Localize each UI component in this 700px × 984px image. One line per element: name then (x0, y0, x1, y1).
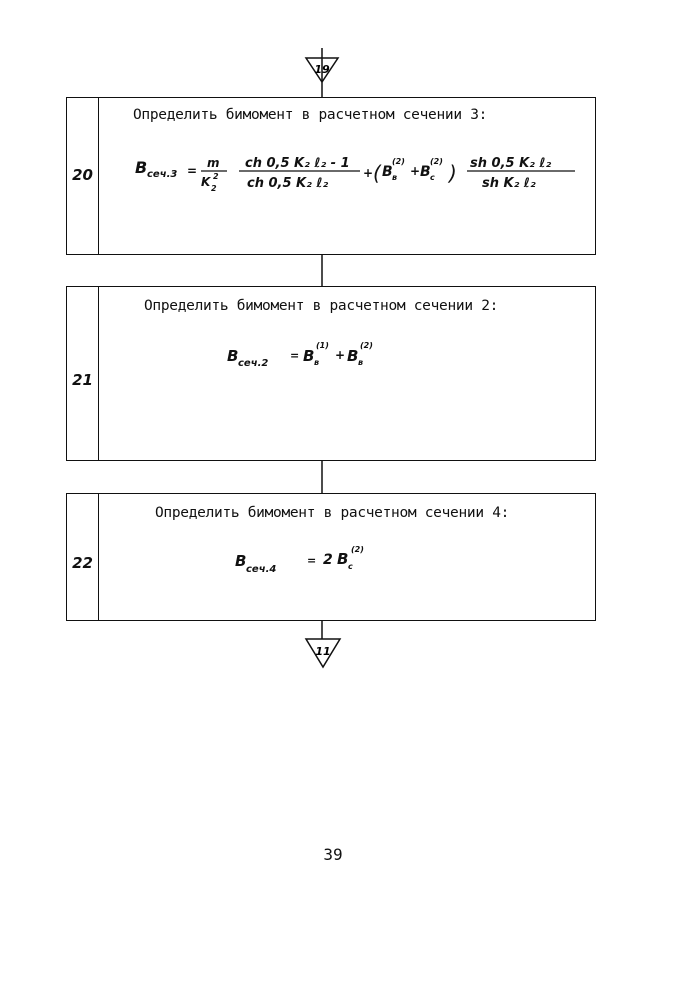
formula-eq: = (307, 554, 317, 567)
formula-plus: + (363, 166, 374, 180)
formula-eq: = (187, 164, 198, 178)
frac3-den: sh K₂ ℓ₂ (482, 176, 536, 191)
frac1-den-sub: 2 (211, 184, 217, 193)
block-title: Определить бимомент в расчетном сечении 2: (144, 298, 499, 314)
b2: B (420, 164, 431, 180)
connector-bottom-label: 11 (315, 645, 331, 658)
b2: B (347, 347, 359, 365)
b1-sub: в (392, 173, 398, 182)
connector-top-label: 19 (314, 63, 330, 76)
frac1-den: K (201, 175, 211, 189)
formula-21 (227, 337, 427, 377)
b1-sub: с (348, 562, 353, 571)
b2-sup: (2) (360, 341, 373, 350)
formula-lhs-sub: сеч.3 (147, 169, 178, 180)
formula-lhs: B (227, 347, 239, 365)
block-20 (66, 97, 596, 255)
b2-sub: в (358, 358, 364, 367)
block-title: Определить бимомент в расчетном сечении 3: (133, 107, 488, 123)
block-number: 21 (72, 371, 93, 389)
b2-sup: (2) (430, 157, 443, 166)
frac2-den: ch 0,5 K₂ ℓ₂ (247, 176, 329, 191)
paren-close: ) (449, 161, 457, 185)
connector-top (306, 48, 338, 97)
frac3-num: sh 0,5 K₂ ℓ₂ (470, 156, 552, 171)
frac2-num: ch 0,5 K₂ ℓ₂ - 1 (245, 156, 350, 171)
block-21 (66, 286, 596, 461)
frac1-num: m (207, 156, 220, 170)
formula-plus: + (335, 348, 346, 362)
formula-22 (235, 542, 415, 582)
formula-20 (127, 142, 592, 212)
paren-open: ( (373, 161, 381, 185)
block-number: 20 (72, 166, 93, 184)
formula-lhs-sub: сеч.2 (238, 358, 269, 369)
block-number: 22 (72, 554, 93, 572)
b1: B (337, 550, 349, 568)
b1-sup: (1) (316, 341, 329, 350)
formula-coef: 2 (323, 552, 333, 568)
formula-eq: = (290, 349, 300, 362)
b1: B (303, 347, 315, 365)
page-number: 39 (323, 845, 343, 864)
b1: B (382, 164, 393, 180)
frac1-den-sup: 2 (213, 172, 219, 181)
b2-sub: с (430, 173, 435, 182)
formula-lhs: B (135, 158, 148, 177)
b1-sub: в (314, 358, 320, 367)
connector-bottom (306, 621, 340, 667)
block-22 (66, 493, 596, 621)
b1-sup: (2) (351, 545, 364, 554)
formula-lhs-sub: сеч.4 (246, 564, 277, 575)
plus2: + (410, 164, 421, 178)
block-title: Определить бимомент в расчетном сечении 4: (155, 505, 510, 521)
formula-lhs: B (235, 552, 247, 570)
b1-sup: (2) (392, 157, 405, 166)
